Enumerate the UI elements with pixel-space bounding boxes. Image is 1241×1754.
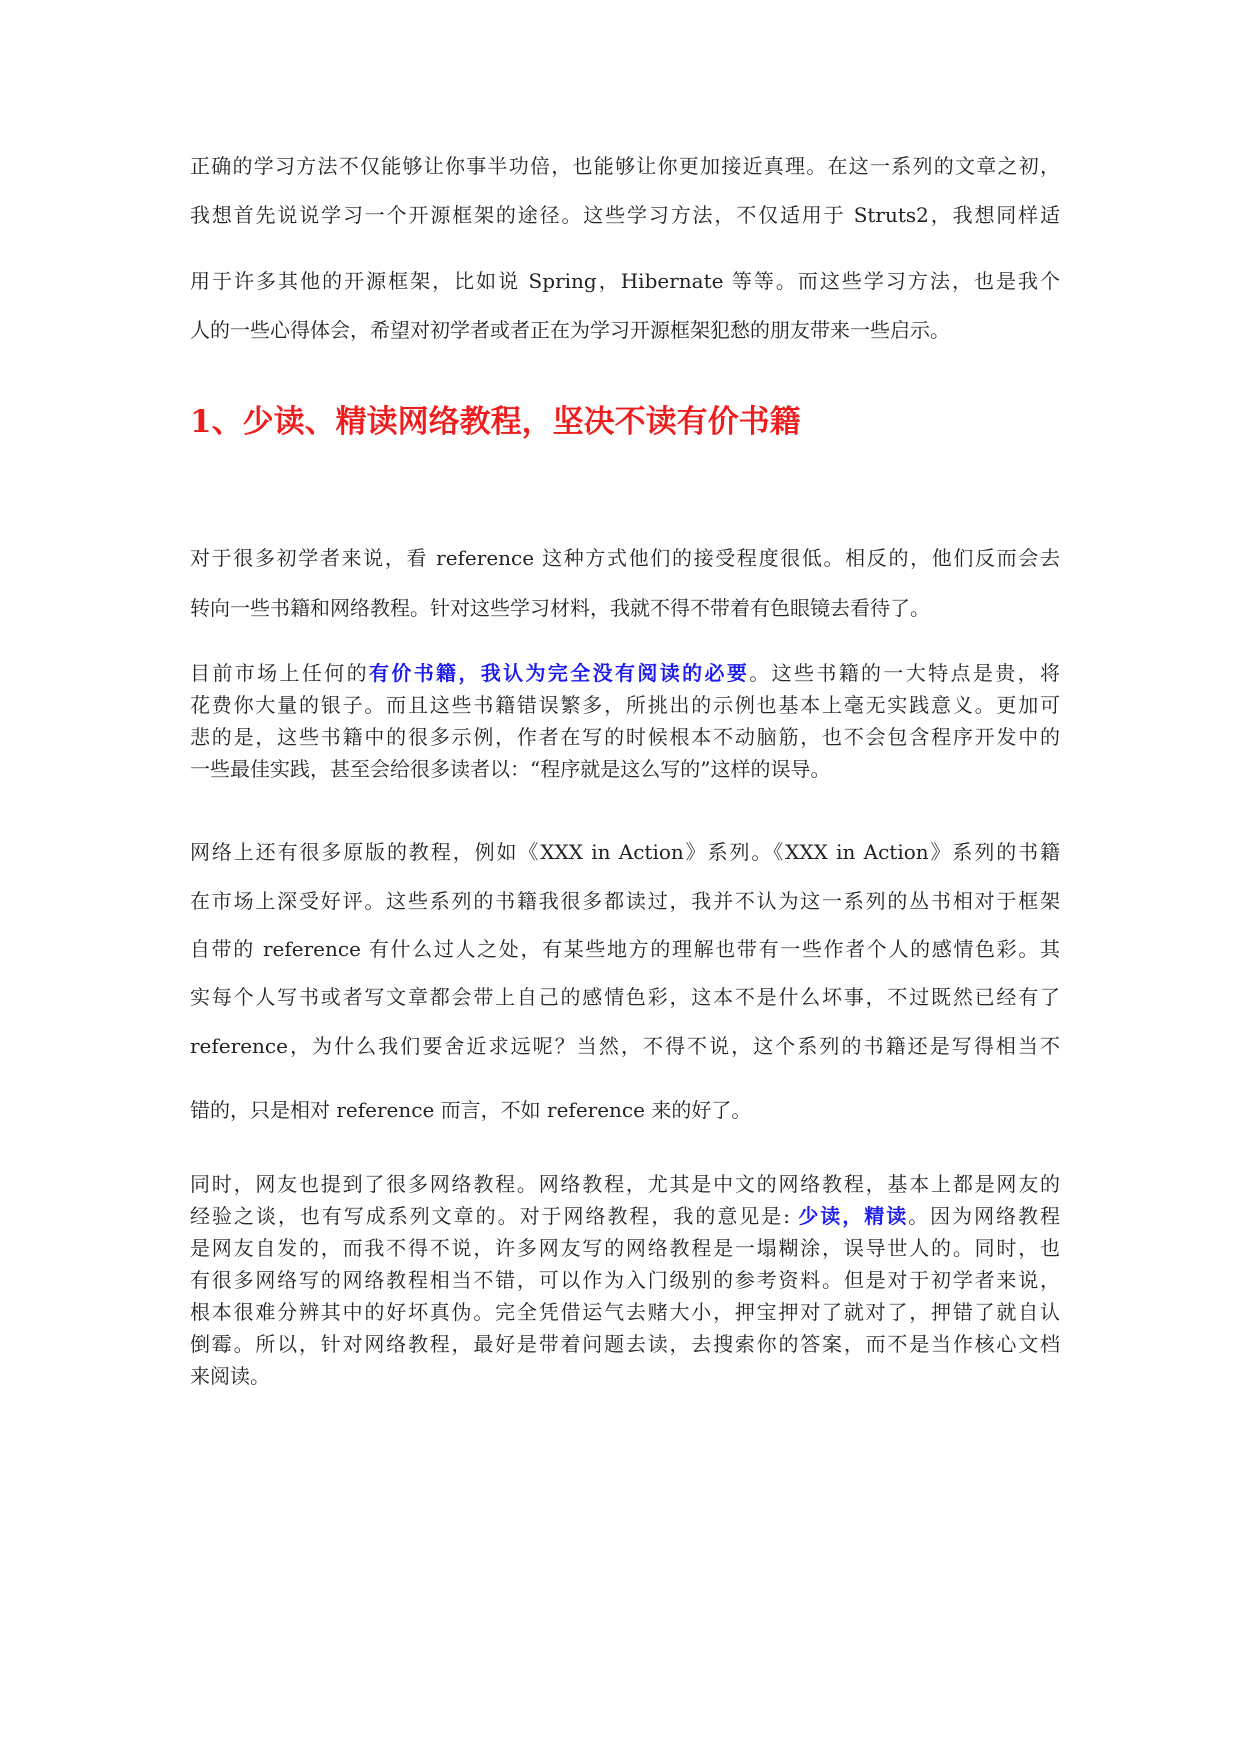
intro-line-4: 人的一些心得体会，希望对初学者或者正在为学习开源框架犯愁的朋友带来一些启示。: [190, 318, 950, 342]
p3-line-1: 网络上还有很多原版的教程，例如《XXX in Action》系列。《XXX in Action》系列的书籍: [190, 840, 1060, 864]
p2-line-2: 花费你大量的银子。而且这些书籍错误繁多，所挑出的示例也基本上毫无实践意义。更加可: [190, 693, 1060, 717]
intro-line-2: 我想首先说说学习一个开源框架的途径。这些学习方法，不仅适用于 Struts2，我想同样适: [190, 203, 1060, 227]
p3-line-3: 自带的 reference 有什么过人之处，有某些地方的理解也带有一些作者个人的感情色彩。其: [190, 937, 1060, 961]
p3-line-2: 在市场上深受好评。这些系列的书籍我很多都读过，我并不认为这一系列的丛书相对于框架: [190, 889, 1060, 913]
p1-line-1: 对于很多初学者来说，看 reference 这种方式他们的接受程度很低。相反的，他们反而会去: [190, 546, 1060, 570]
p3-line-5: reference，为什么我们要舍近求远呢？当然，不得不说，这个系列的书籍还是写得相当不: [190, 1034, 1060, 1058]
p4-line-7: 来阅读。: [190, 1364, 270, 1388]
p2-line-3: 悲的是，这些书籍中的很多示例，作者在写的时候根本不动脑筋，也不会包含程序开发中的: [190, 725, 1060, 749]
p4-line-5: 根本很难分辨其中的好坏真伪。完全凭借运气去赌大小，押宝押对了就对了，押错了就自认: [190, 1300, 1060, 1324]
p1-line-2: 转向一些书籍和网络教程。针对这些学习材料，我就不得不带着有色眼镜去看待了。: [190, 596, 930, 620]
p4-emphasis: 少读，精读: [798, 1204, 909, 1228]
p4-line-2-text-b: 。因为网络教程: [908, 1204, 1060, 1228]
p4-line-2: [190, 1202, 1060, 1230]
p3-line-4: 实每个人写书或者写文章都会带上自己的感情色彩，这本不是什么坏事，不过既然已经有了: [190, 985, 1060, 1009]
p2-line-4: 一些最佳实践，甚至会给很多读者以：“程序就是这么写的”这样的误导。: [190, 757, 831, 781]
p4-line-1: 同时，网友也提到了很多网络教程。网络教程，尤其是中文的网络教程，基本上都是网友的: [190, 1172, 1060, 1196]
p2-emphasis: 有价书籍，我认为完全没有阅读的必要: [368, 661, 750, 685]
p4-line-6: 倒霉。所以，针对网络教程，最好是带着问题去读，去搜索你的答案，而不是当作核心文档: [190, 1332, 1060, 1356]
intro-line-1: 正确的学习方法不仅能够让你事半功倍，也能够让你更加接近真理。在这一系列的文章之初，: [190, 154, 1060, 178]
p4-line-2-text-a: 经验之谈，也有写成系列文章的。对于网络教程，我的意见是:: [190, 1204, 799, 1228]
p2-line-1: [190, 659, 1060, 687]
p4-line-4: 有很多网络写的网络教程相当不错，可以作为入门级别的参考资料。但是对于初学者来说，: [190, 1268, 1060, 1292]
intro-line-3: 用于许多其他的开源框架，比如说 Spring，Hibernate 等等。而这些学习方法，也是我个: [190, 269, 1060, 293]
p4-line-3: 是网友自发的，而我不得不说，许多网友写的网络教程是一塌糊涂，误导世人的。同时，也: [190, 1236, 1060, 1260]
p2-line-1-text-b: 。这些书籍的一大特点是贵，将: [749, 661, 1060, 685]
p2-line-1-text-a: 目前市场上任何的: [190, 661, 369, 685]
section-heading: 1、少读、精读网络教程，坚决不读有价书籍: [190, 404, 801, 440]
p3-line-6: 错的，只是相对 reference 而言，不如 reference 来的好了。: [190, 1098, 752, 1122]
